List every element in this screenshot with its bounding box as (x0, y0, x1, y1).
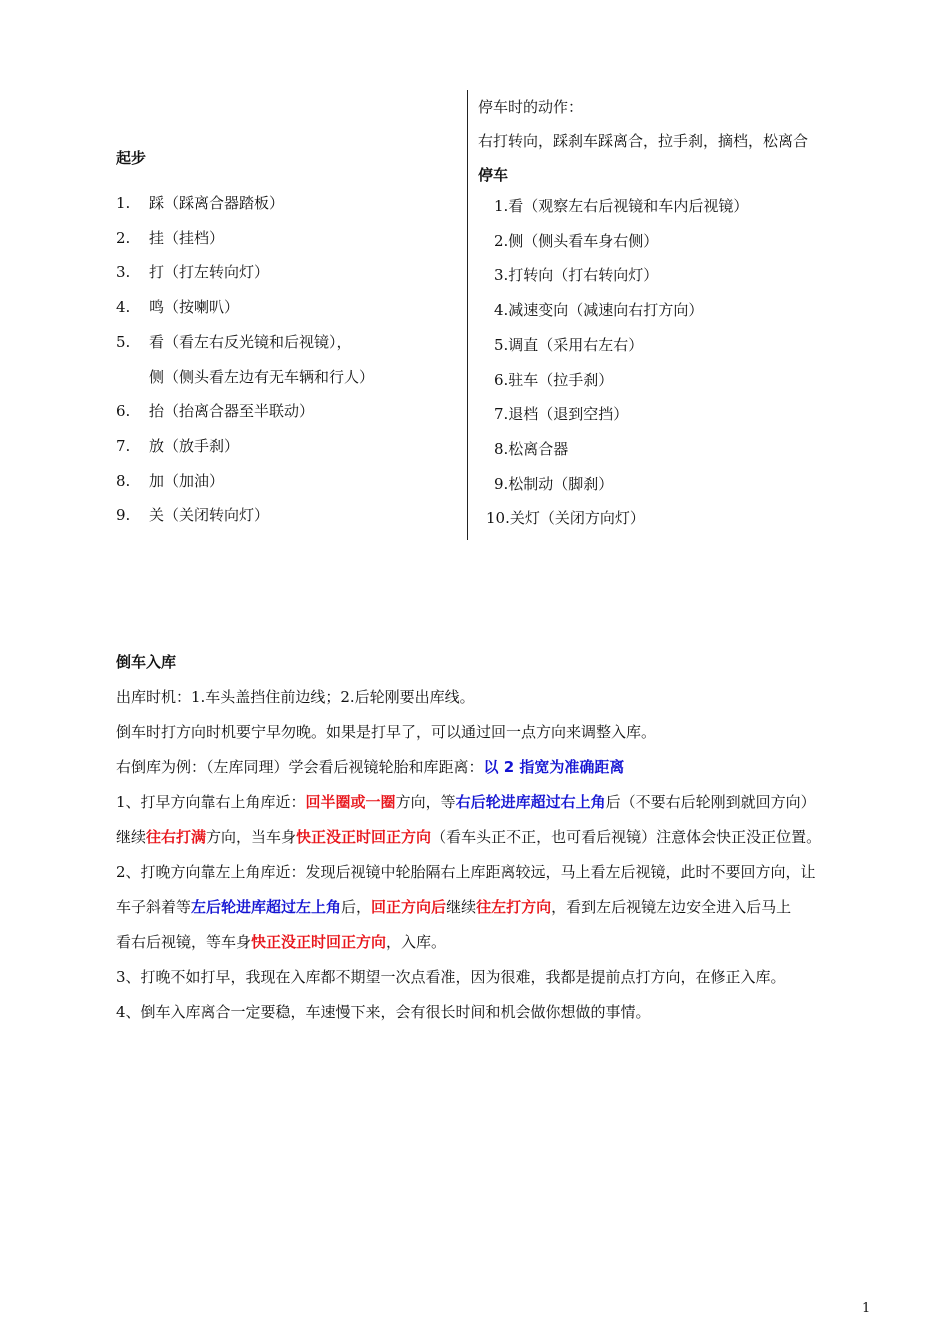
reverse-parking-section (116, 650, 876, 1030)
paragraph-steering-timing: 倒车时打方向时机要宁早勿晚。如果是打早了，可以通过回一点方向来调整入库。 (116, 723, 657, 741)
step-number: 9. (116, 506, 131, 525)
stop-step-item: 6.驻车（拉手刹） (494, 370, 614, 389)
stop-step-item: 7.退档（退到空挡） (494, 405, 629, 424)
text-span: ，入库。 (386, 933, 447, 951)
highlight-red: 往右打满 (146, 828, 207, 846)
start-steps-list (116, 186, 461, 533)
text-span: 看右后视镜，等车身 (116, 933, 252, 951)
step-text: 打（打左转向灯） (149, 263, 270, 282)
start-step-item (116, 498, 461, 533)
step-number: 2. (116, 228, 131, 247)
start-section (116, 146, 461, 533)
stop-section (478, 93, 898, 536)
stop-step-item: 1.看（观察左右后视镜和车内后视镜） (494, 197, 749, 215)
step-text: 抬（抬离合器至半联动） (149, 402, 315, 421)
text-span: 方向，等 (395, 793, 456, 811)
paragraph-right-example (116, 750, 876, 785)
paragraph-exit-timing: 出库时机：1.车头盖挡住前边线；2.后轮刚要出库线。 (116, 688, 475, 706)
highlight-blue: 右后轮进库超过右上角 (455, 793, 606, 811)
start-step-item (116, 429, 461, 464)
text-span: 1、打早方向靠右上角库近： (116, 793, 306, 811)
highlight-blue: 以 2 指宽为准确距离 (483, 758, 625, 776)
highlight-red: 回半圈或一圈 (305, 793, 396, 811)
stop-step-item: 9.松制动（脚刹） (494, 474, 614, 493)
stop-steps-list (478, 189, 898, 536)
text-span: ，看到左后视镜左边安全进入后马上 (551, 898, 792, 916)
column-divider (467, 90, 468, 540)
stop-step-item: 4.减速变向（减速向右打方向） (494, 301, 704, 320)
paragraph-late-2 (116, 890, 876, 925)
step-text: 挂（挂档） (149, 228, 225, 247)
text-span: （看车头正不正，也可看后视镜）注意体会快正没正位置。 (431, 828, 822, 846)
start-step-item (116, 255, 461, 290)
text-span: 右倒库为例：（左库同理）学会看后视镜轮胎和库距离： (116, 758, 484, 776)
paragraph-tip-4: 4、倒车入库离合一定要稳，车速慢下来，会有很长时间和机会做你想做的事情。 (116, 1003, 651, 1021)
stop-step-item: 8.松离合器 (494, 439, 569, 458)
page-number: 1 (862, 1301, 871, 1316)
paragraph-early-1 (116, 785, 876, 820)
step-number: 4. (116, 298, 131, 317)
text-span: 后， (341, 898, 372, 916)
stop-step-item: 2.侧（侧头看车身右侧） (494, 231, 659, 250)
start-heading: 起步 (116, 149, 147, 167)
step-number: 7. (116, 436, 131, 455)
text-span: 继续 (116, 828, 147, 846)
highlight-red: 回正方向后 (371, 898, 447, 916)
step-text: 关（关闭转向灯） (149, 506, 270, 525)
step-text: 看（看左右反光镜和后视镜）， (149, 332, 352, 351)
paragraph-late-1: 2、打晚方向靠左上角库近：发现后视镜中轮胎隔右上库距离较远，马上看左后视镜，此时不要回方向，让 (116, 863, 816, 881)
step-text: 踩（踩离合器踏板） (149, 194, 285, 212)
step-text: 鸣（按喇叭） (149, 298, 240, 317)
highlight-red: 快正没正时回正方向 (296, 828, 432, 846)
highlight-red: 往左打方向 (476, 898, 552, 916)
paragraph-early-2 (116, 820, 876, 855)
highlight-blue: 左后轮进库超过左上角 (191, 898, 342, 916)
stop-step-item: 5.调直（采用右左右） (494, 335, 644, 354)
stop-step-item: 3.打转向（打右转向灯） (494, 266, 659, 285)
step-number: 3. (116, 263, 131, 282)
step-text: 侧（侧头看左边有无车辆和行人） (149, 367, 375, 386)
step-number: 1. (116, 194, 131, 212)
highlight-red: 快正没正时回正方向 (251, 933, 387, 951)
step-number: 8. (116, 471, 131, 490)
text-span: 方向，当车身 (206, 828, 297, 846)
start-step-item (116, 464, 461, 499)
step-number: 5. (116, 332, 131, 351)
text-span: 继续 (446, 898, 477, 916)
text-span: 后（不要右后轮刚到就回方向） (605, 793, 816, 811)
step-text: 放（放手刹） (149, 436, 240, 455)
step-number: 6. (116, 402, 131, 421)
paragraph-late-3 (116, 925, 876, 960)
step-text: 加（加油） (149, 471, 225, 490)
start-step-item (116, 186, 461, 221)
reverse-heading: 倒车入库 (116, 653, 177, 671)
stop-intro-text: 右打转向，踩刹车踩离合，拉手刹，摘档，松离合 (478, 132, 809, 150)
start-step-item (116, 394, 461, 429)
stop-heading: 停车 (478, 166, 509, 184)
start-step-item (116, 221, 461, 256)
start-step-item (116, 360, 461, 395)
stop-intro-label: 停车时的动作： (478, 98, 584, 116)
text-span: 车子斜着等 (116, 898, 192, 916)
paragraph-tip-3: 3、打晚不如打早，我现在入库都不期望一次点看准，因为很难，我都是提前点打方向，在修正入库。 (116, 968, 786, 986)
start-step-item (116, 290, 461, 325)
stop-step-item: 10.关灯（关闭方向灯） (486, 509, 645, 528)
start-step-item (116, 325, 461, 360)
